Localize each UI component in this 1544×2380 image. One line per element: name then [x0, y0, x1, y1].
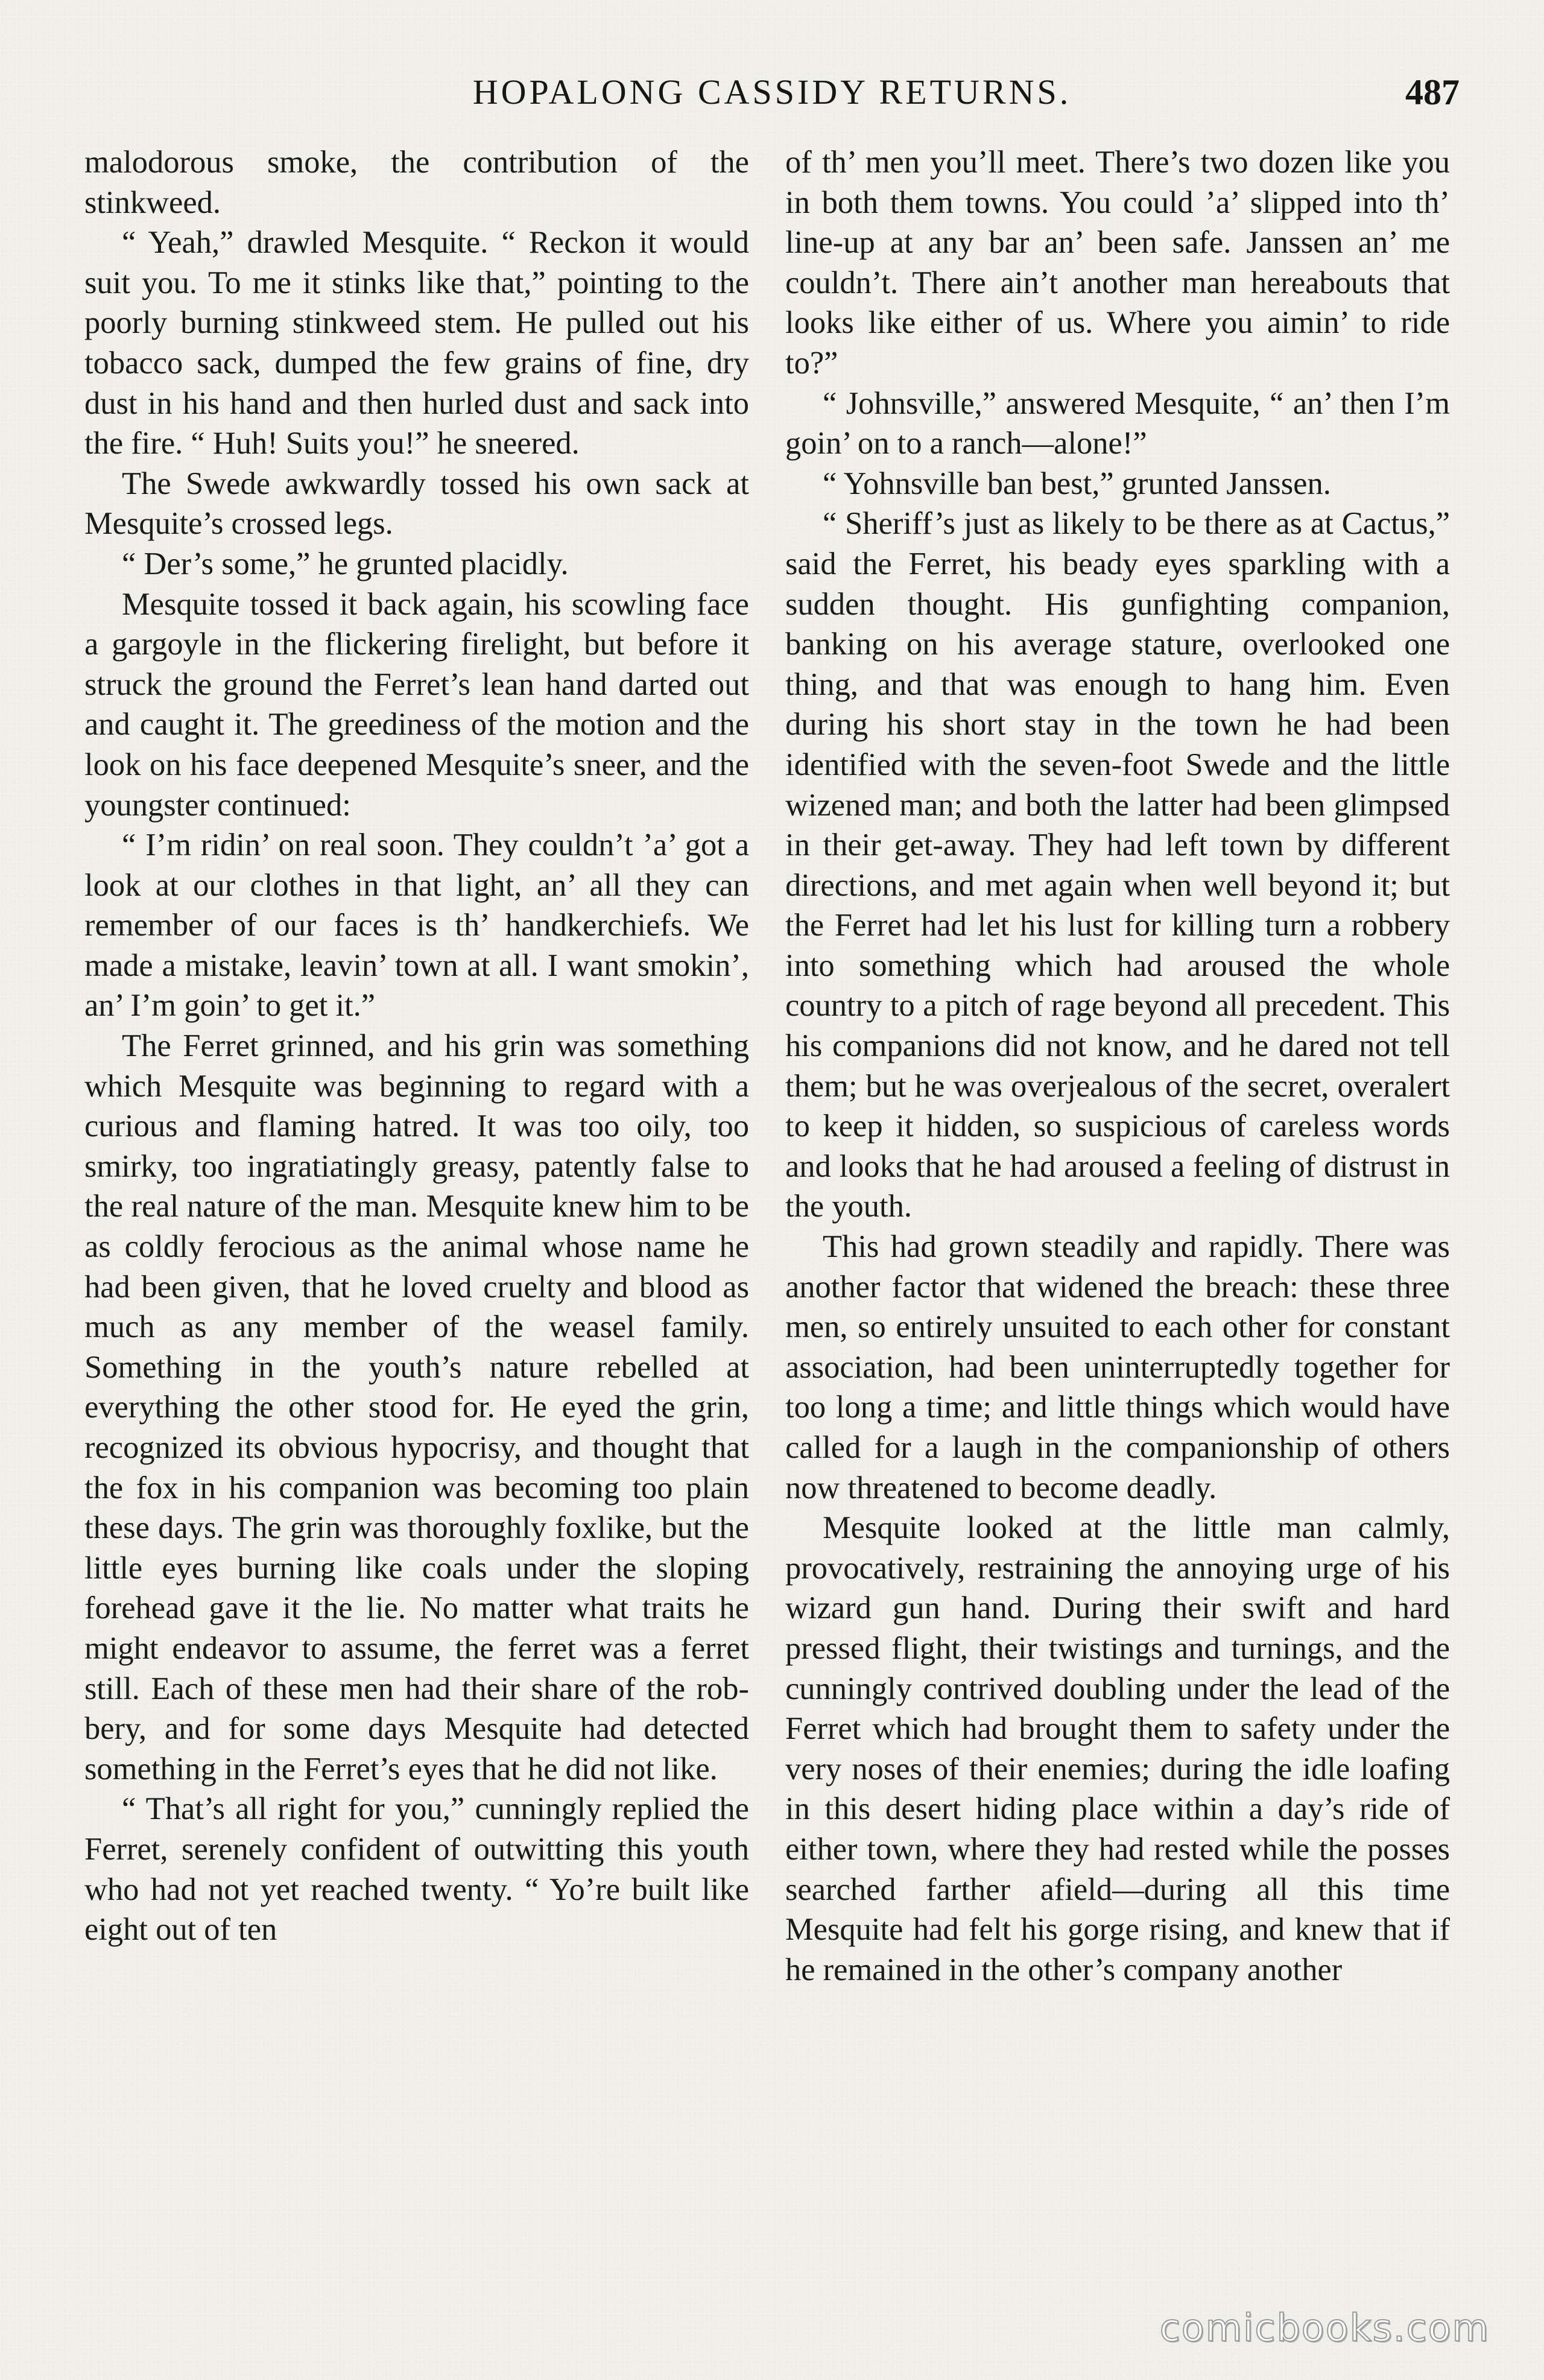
- page-number: 487: [1405, 72, 1460, 112]
- paragraph: “ That’s all right for you,” cunningly replied the Ferret, serenely confident of outwitting this youth who had not yet reached twenty. “ Yo’re built like eight out of ten: [84, 1791, 749, 1948]
- right-column: [785, 142, 1450, 1990]
- paragraph: “ Yohnsville ban best,” grunted Janssen.: [823, 466, 1331, 501]
- paragraph: This had grown steadily and rapidly. There was another factor that widened the breach: these three men, so entirely unsuited to each other for constant association, had been uninterruptedly together for too long a time; and little things which would have called for a laugh in the companionship of others now threatened to become deadly.: [785, 1229, 1450, 1505]
- paragraph: “ Der’s some,” he grunted placidly.: [122, 546, 569, 581]
- paragraph: malodorous smoke, the contribution of the stinkweed.: [84, 145, 749, 220]
- paragraph: “ Yeah,” drawled Mesquite. “ Reckon it would suit you. To me it stinks like that,” pointing to the poorly burning stinkweed stem. He pulled out his tobacco sack, dumped the few grains of fine, dry dust in his hand and then hurled dust and sack into the fire. “ Huh! Suits you!” he sneered.: [84, 225, 749, 461]
- left-column: [84, 142, 749, 1950]
- paragraph: “ Sheriff’s just as likely to be there as at Cactus,” said the Ferret, his beady eyes sparkling with a sudden thought. His gunfighting companion, banking on his average stature, overlooked one thing, and that was enough to hang him. Even during his short stay in the town he had been identified with the seven-foot Swede and the little wizened man; and both the latter had been glimpsed in their get-away. They had left town by different directions, and met again when well beyond it; but the Ferret had let his lust for killing turn a robbery into something which had aroused the whole country to a pitch of rage beyond all precedent. This his companions did not know, and he dared not tell them; but he was overjealous of the secret, overalert to keep it hidden, so suspicious of careless words and looks that he had aroused a feeling of distrust in the youth.: [785, 506, 1450, 1224]
- page-header: [84, 65, 1460, 119]
- running-title: HOPALONG CASSIDY RETURNS.: [472, 72, 1072, 112]
- watermark-logo: comicbooks.com: [1159, 2306, 1490, 2350]
- paragraph: “ I’m ridin’ on real soon. They couldn’t ’a’ got a look at our clothes in that light, an’ all they can remember of our faces is th’ handkerchiefs. We made a mistake, leavin’ town at all. I want smokin’, an’ I’m goin’ to get it.”: [84, 828, 749, 1024]
- paragraph: of th’ men you’ll meet. There’s two dozen like you in both them towns. You could ’a’ slipped into th’ line-up at any bar an’ been safe. Janssen an’ me couldn’t. There ain’t another man hereabouts that looks like either of us. Where you aimin’ to ride to?”: [785, 145, 1450, 381]
- paragraph: The Ferret grinned, and his grin was something which Mesquite was beginning to regard with a curious and flaming hatred. It was too oily, too smirky, too ingratiatingly greasy, patently false to the real nature of the man. Mesquite knew him to be as coldly ferocious as the animal whose name he had been given, that he loved cruelty and blood as much as any member of the weasel family. Something in the youth’s nature rebelled at everything the other stood for. He eyed the grin, recognized its obvious hypocrisy, and thought that the fox in his companion was becoming too plain these days. The grin was thoroughly foxlike, but the little eyes burning like coals under the sloping forehead gave it the lie. No matter what traits he might endeavor to assume, the ferret was a ferret still. Each of these men had their share of the robbery, and for some days Mesquite had detected something in the Ferret’s eyes that he did not like.: [84, 1028, 749, 1787]
- paragraph: Mesquite looked at the little man calmly, provocatively, restraining the annoying urge of his wizard gun hand. During their swift and hard pressed flight, their twistings and turnings, and the cunningly contrived doubling under the lead of the Ferret which had brought them to safety under the very noses of their enemies; during the idle loafing in this desert hiding place within a day’s ride of either town, where they had rested while the posses searched farther afield—during all this time Mesquite had felt his gorge rising, and knew that if he remained in the other’s company another: [785, 1510, 1450, 1987]
- paragraph: “ Johnsville,” answered Mesquite, “ an’ then I’m goin’ on to a ranch—alone!”: [785, 385, 1450, 461]
- paragraph: The Swede awkwardly tossed his own sack at Mesquite’s crossed legs.: [84, 466, 749, 542]
- paragraph: Mesquite tossed it back again, his scowling face a gargoyle in the flickering firelight, but before it struck the ground the Ferret’s lean hand darted out and caught it. The greediness of the motion and the look on his face deepened Mesquite’s sneer, and the youngster continued:: [84, 586, 749, 823]
